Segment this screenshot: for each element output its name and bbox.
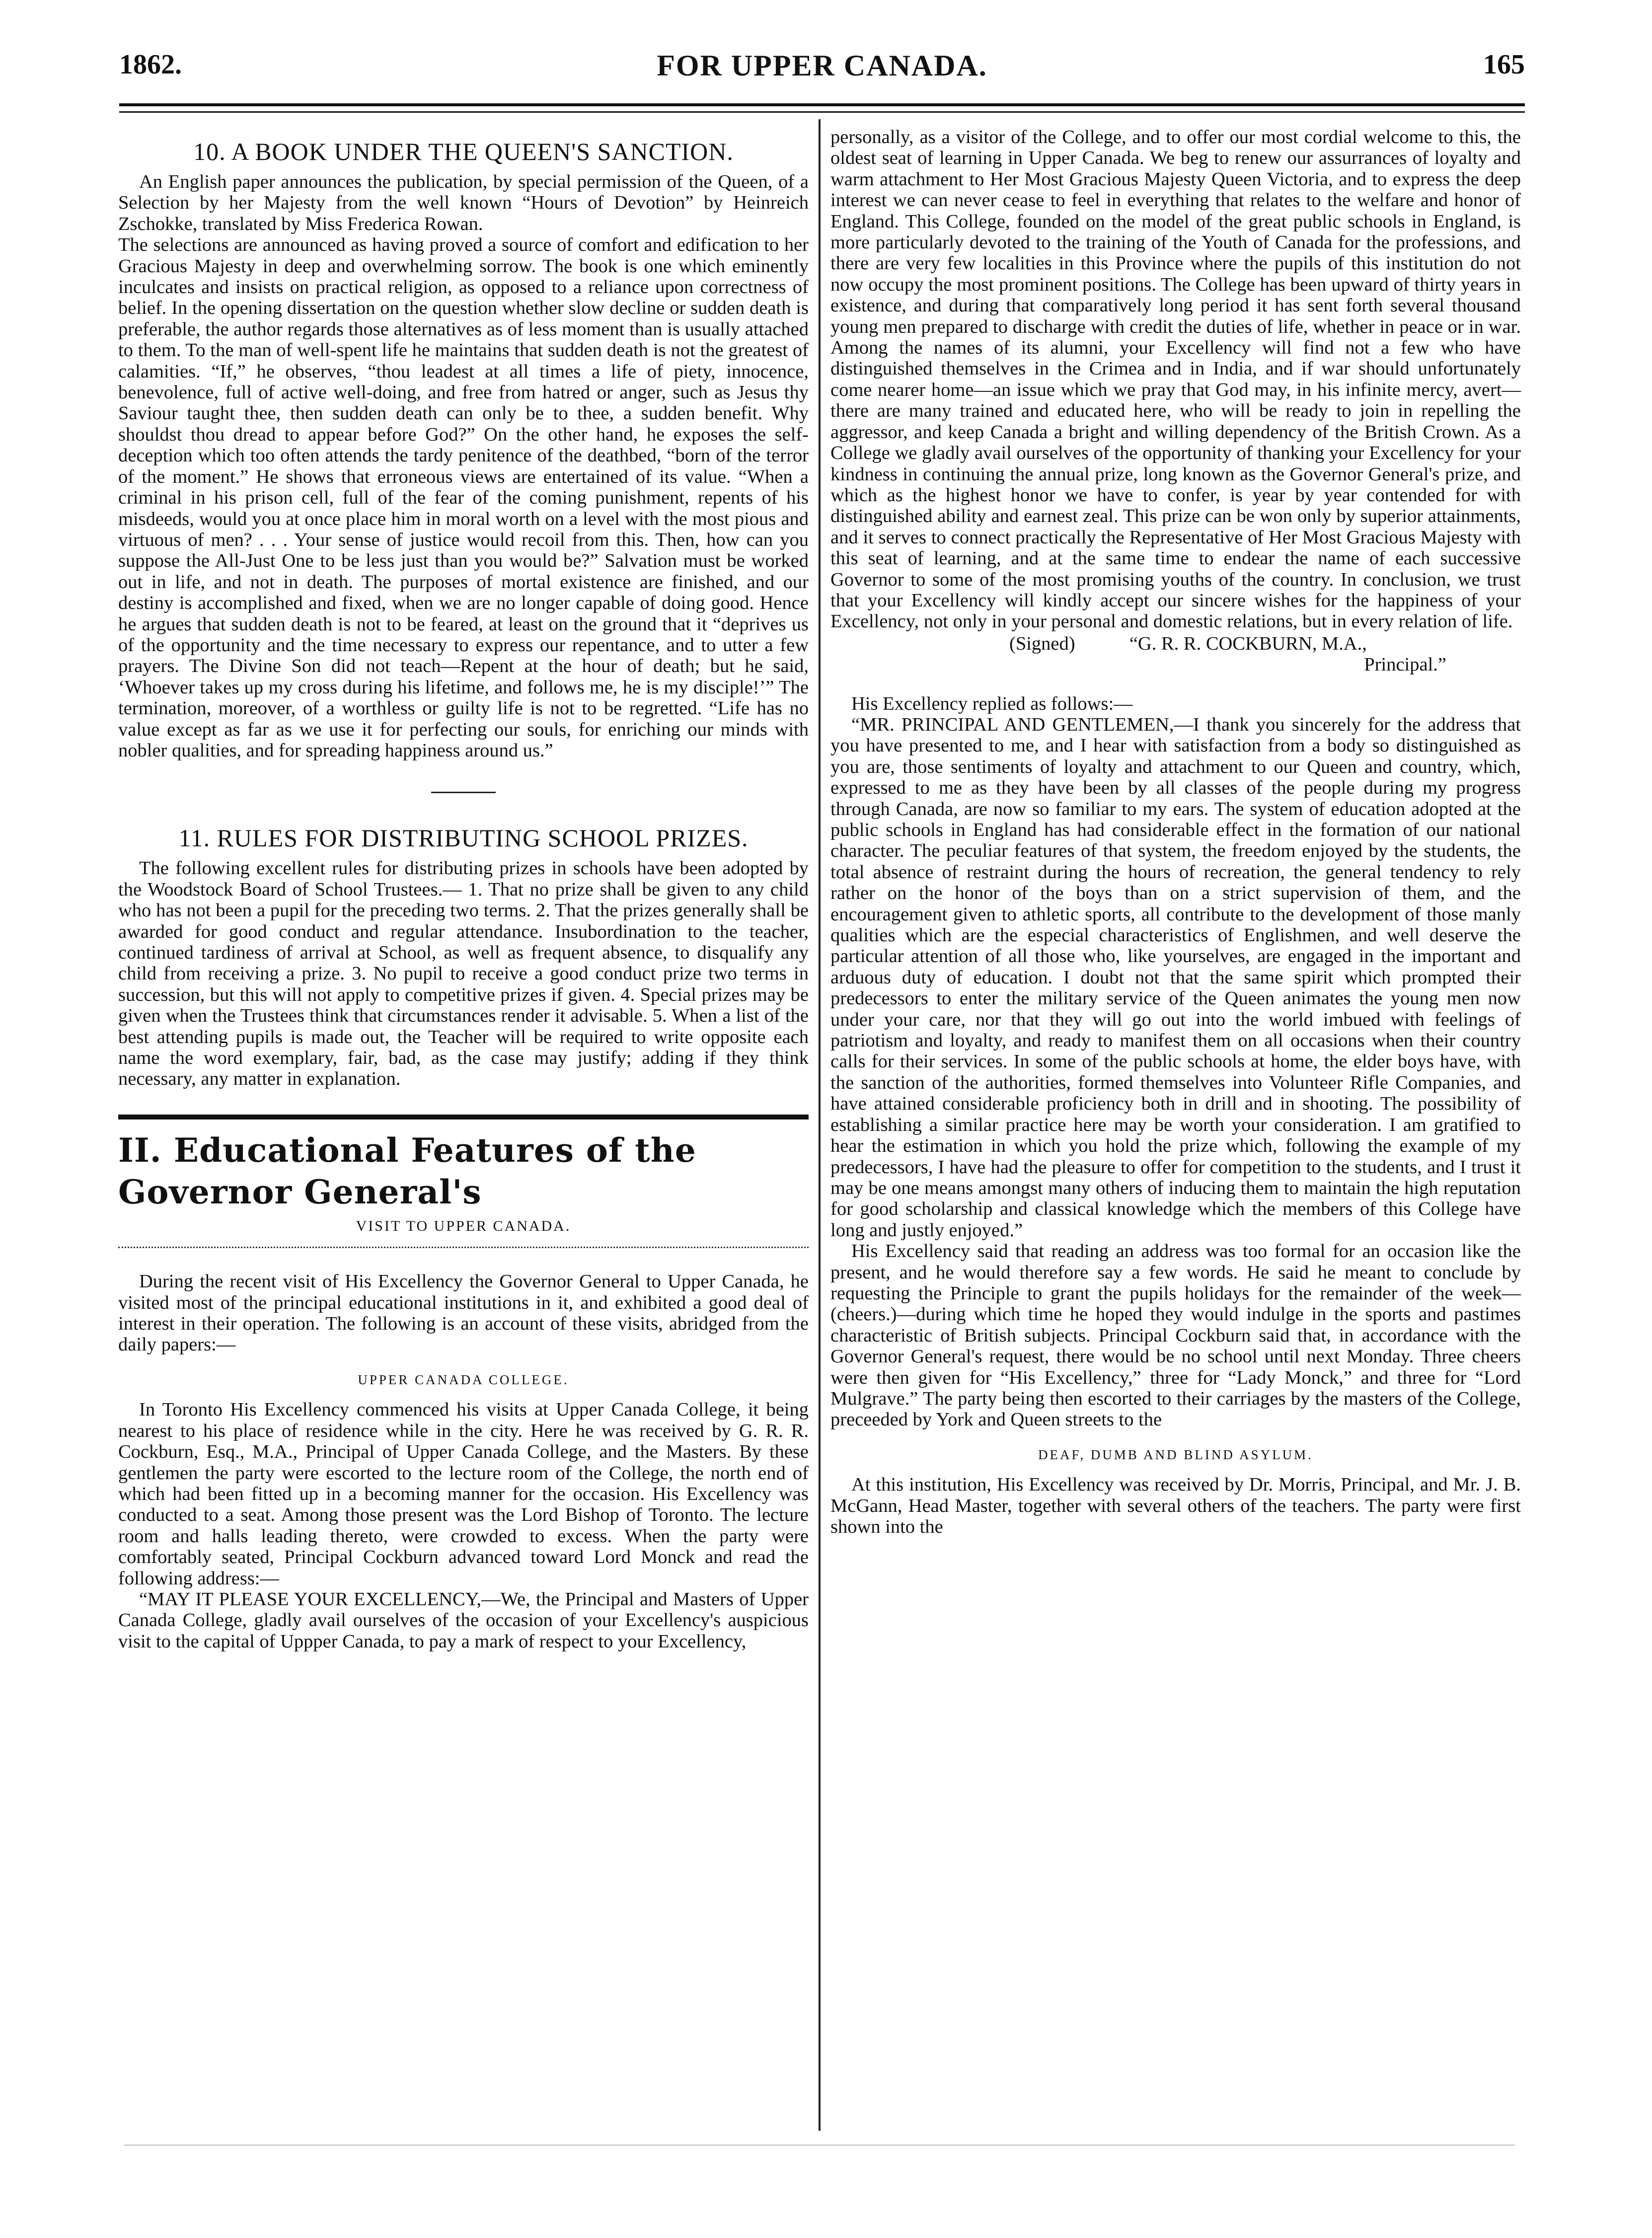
part-ii-subheading: VISIT TO UPPER CANADA. [356,1217,571,1234]
bottom-edge-rule [124,2145,1515,2146]
right-column [830,127,1521,1537]
header-year: 1862. [119,49,182,80]
ornamental-rule [118,1247,809,1251]
address-start: “MAY IT PLEASE YOUR EXCELLENCY,—We, the Principal and Masters of Upper Canada College, gladly avail ourselves of the occasion of your Excellency's auspicious visit to the capital of Uppper Canada, to pay a mark of respect to your Excellency, [118,1588,809,1652]
section-10-paragraph-2: The selections are announced as having proved a source of comfort and edification to her Gracious Majesty in deep and overwhelming sorrow. The book is one which eminently inculcates and insists on practical religion, as opposed to a reliance upon correctness of belief. In the opening dissertation on the question whether slow decline or sudden death is preferable, the author regards those alternatives as of less moment than is usually attached to them. To the man of well-spent life he maintains that sudden death is not the greatest of calamities. “If,” he observes, “thou leadest at all times a life of piety, innocence, benevolence, full of active well-doing, and free from hatred or anger, such as Jesus thy Saviour taught thee, then sudden death can only be to thee, a sudden benefit. Why shouldst thou dread to appear before God?” On the other hand, he exposes the self-deception which too often attends the tardy penitence of the deathbed, “born of the terror of the moment.” He shows that erroneous views are entertained of its value. “When a criminal in his prison cell, full of the fear of the coming punishment, repents of his misdeeds, would you at once place him in moral worth on a level with the most pious and virtuous of men? . . . Your sense of justice would recoil from this. Then, how can you suppose the All-Just One to be less just than you would be?” Salvation must be worked out in life, and not in death. The purposes of mortal existence are finished, and our destiny is accomplished and fixed, when we are no longer capable of doing good. Hence he argues that sudden death is not to be feared, at least on the ground that it “deprives us of the opportunity and the time necessary to express our repentance, and to utter a few prayers. The Divine Son did not teach—Repent at the hour of death; but he said, ‘Whoever takes up my cross during his lifetime, and follows me, he is my disciple!’” The termination, moreover, of a worthless or guilty life is not to be regretted. “Life has no value except as far as we use it for perfecting our souls, for enriching our minds with nobler qualities, and for spreading happiness around us.” [118,234,809,761]
section-11-paragraph: The following excellent rules for distributing prizes in schools have been adopted by the Woodstock Board of School Trustees.— 1. That no prize shall be given to any child who has not been a pupil for the preceding two terms. 2. That the prizes generally shall be awarded for good conduct and regular attendance. Insubordination to the teacher, continued tardiness of arrival at School, as well as frequent absence, to disqualify any child from receiving a prize. 3. No pupil to receive a good conduct prize two terms in succession, but this will not apply to competitive prizes if given. 4. Special prizes may be given when the Trustees think that circumstances render it advisable. 5. When a list of the best attending pupils is made out, the Teacher will be required to write opposite each name the word exemplary, fair, bad, as the case may justify; adding if they think necessary, any matter in explanation. [118,858,809,1090]
section-10-heading: 10. A BOOK UNDER THE QUEEN'S SANCTION. [193,138,734,165]
ucc-paragraph: In Toronto His Excellency commenced his visits at Upper Canada College, it being nearest to his place of residence while in the city. Here he was received by G. R. R. Cockburn, Esq., M.A., Principal of Upper Canada College, and the Masters. By these gentlemen the party were escorted to the lecture room of the College, the north end of which had been fitted up in a becoming manner for the occasion. His Excellency was conducted to a seat. Among those present was the Lord Bishop of Toronto. The lecture room and halls leading thereto, were crowded to excess. When the party were comfortably seated, Principal Cockburn advanced toward Lord Monck and read the following address:— [118,1399,809,1589]
reply-intro: His Excellency replied as follows:— [851,693,1133,714]
header-rule [119,103,1525,113]
signed-name: “G. R. R. COCKBURN, M.A., [1129,633,1367,654]
part-ii-intro: During the recent visit of His Excellency the Governor General to Upper Canada, he visited most of the principal educational institutions in it, and exhibited a good deal of interest in their operation. The following is an account of these visits, abridged from the daily papers:— [118,1271,809,1355]
after-reply-text: His Excellency said that reading an address was too formal for an occasion like the present, and he would therefore say a few words. He said he meant to conclude by requesting the Principle to grant the pupils holidays for the remainder of the week—(cheers.)—during which time he hoped they would indulge in the sports and pastimes characteristic of British subjects. Principal Cockburn said that, in accordance with the Governor General's request, there would be no school until next Monday. Three cheers were then given for “His Excellency,” three for “Lady Monck,” and three for “Lord Mulgrave.” The party being then escorted to their carriages by the masters of the College, preceeded by York and Queen streets to the [830,1241,1521,1430]
part-ii-heading: II. Educational Features of the Governor General's [118,1130,696,1211]
left-column [118,127,809,1652]
header-title: FOR UPPER CANADA. [657,49,987,82]
running-header [119,45,1525,94]
deaf-asylum-paragraph: At this institution, His Excellency was received by Dr. Morris, Principal, and Mr. J. B. McGann, Head Master, together with several others of the teachers. The party were first shown into the [830,1474,1521,1537]
reply-text: “MR. PRINCIPAL AND GENTLEMEN,—I thank you sincerely for the address that you have presented to me, and I hear with satisfaction from a body so distinguished as you are, those sentiments of loyalty and attachment to our Queen and country, which, expressed to me as they have been by all classes of the people during my progress through Canada, are now so familiar to my ears. The system of education adopted at the public schools in England has had considerable effect in the formation of our national character. The peculiar features of that system, the freedom enjoyed by the students, the total absence of restraint during the hours of recreation, the general tendency to rely rather on the honor of the boys than on a strict supervision of them, and the encouragement given to athletic sports, all contribute to the development of those manly qualities which are the especial characteristics of Englishmen, and well deserve the particular attention of all those who, like yourselves, are engaged in the important and arduous duty of education. I doubt not that the same spirit which prompted their predecessors to enter the military service of the Queen animates the young men now under your care, nor that they will go out into the world imbued with feelings of patriotism and loyalty, and ready to manifest them on all occasions when their country calls for their services. In some of the public schools at home, the elder boys have, with the sanction of the authorities, formed themselves into Volunteer Rifle Companies, and have attained considerable proficiency both in drill and in shooting. The possibility of establishing a similar practice here may be worth your consideration. I am gratified to hear the estimation in which you hold the prize which, following the example of my predecessors, I have had the pleasure to offer for competition to the students, and I trust it may be one means amongst many others of inducing them to maintain the high reputation for good scholarship and classical knowledge which the members of this College have long and justly enjoyed.” [830,714,1521,1241]
part-separator-rule [118,1115,809,1119]
signature-line [830,633,1521,654]
deaf-asylum-heading: DEAF, DUMB AND BLIND ASYLUM. [1038,1447,1313,1462]
section-10-paragraph-1: An English paper announces the publication, by special permission of the Queen, of a Selection by her Majesty from the well known “Hours of Devotion” by Heinreich Zschokke, translated by Miss Frederica Rowan. [118,171,809,234]
page-number: 165 [1483,49,1525,80]
signed-title: Principal.” [1364,654,1446,675]
section-separator [431,792,496,793]
section-11-heading: 11. RULES FOR DISTRIBUTING SCHOOL PRIZES. [178,824,749,852]
column-divider [819,119,821,2131]
address-continued: personally, as a visitor of the College, and to offer our most cordial welcome to this, the oldest seat of learning in Upper Canada. We beg to renew our assurrances of loyalty and warm attachment to Her Most Gracious Majesty Queen Victoria, and to express the deep interest we can never cease to feel in everything that relates to the welfare and honor of England. This College, founded on the model of the great public schools in England, is more particularly devoted to the training of the Youth of Canada for the professions, and there are very few localities in this Province where the pupils of this institution do not now occupy the most prominent positions. The College has been upward of thirty years in existence, and during that comparatively long period it has sent forth several thousand young men prepared to discharge with credit the duties of life, whether in peace or in war. Among the names of its alumni, your Excellency will find not a few who have distinguished themselves in the Crimea and in India, and if war should unfortunately come nearer home—an issue which we pray that God may, in his infinite mercy, avert—there are many trained and educated here, who will be ready to join in repelling the aggressor, and keep Canada a bright and willing dependency of the British Crown. As a College we gladly avail ourselves of the opportunity of thanking your Excellency for your kindness in continuing the annual prize, long known as the Governor General's prize, and which as the highest honor we have to confer, is year by year contended for with distinguished ability and earnest zeal. This prize can be won only by superior attainments, and it serves to connect practically the Representative of Her Most Gracious Majesty with this seat of learning, and at the same time to endear the name of each successive Governor to some of the most promising youths of the country. In conclusion, we trust that your Excellency will kindly accept our sincere wishes for the happiness of your Excellency, not only in your personal and domestic relations, but in every relation of life. [830,127,1521,632]
signed-label: (Signed) [1009,633,1075,654]
ucc-heading: UPPER CANADA COLLEGE. [358,1372,569,1387]
